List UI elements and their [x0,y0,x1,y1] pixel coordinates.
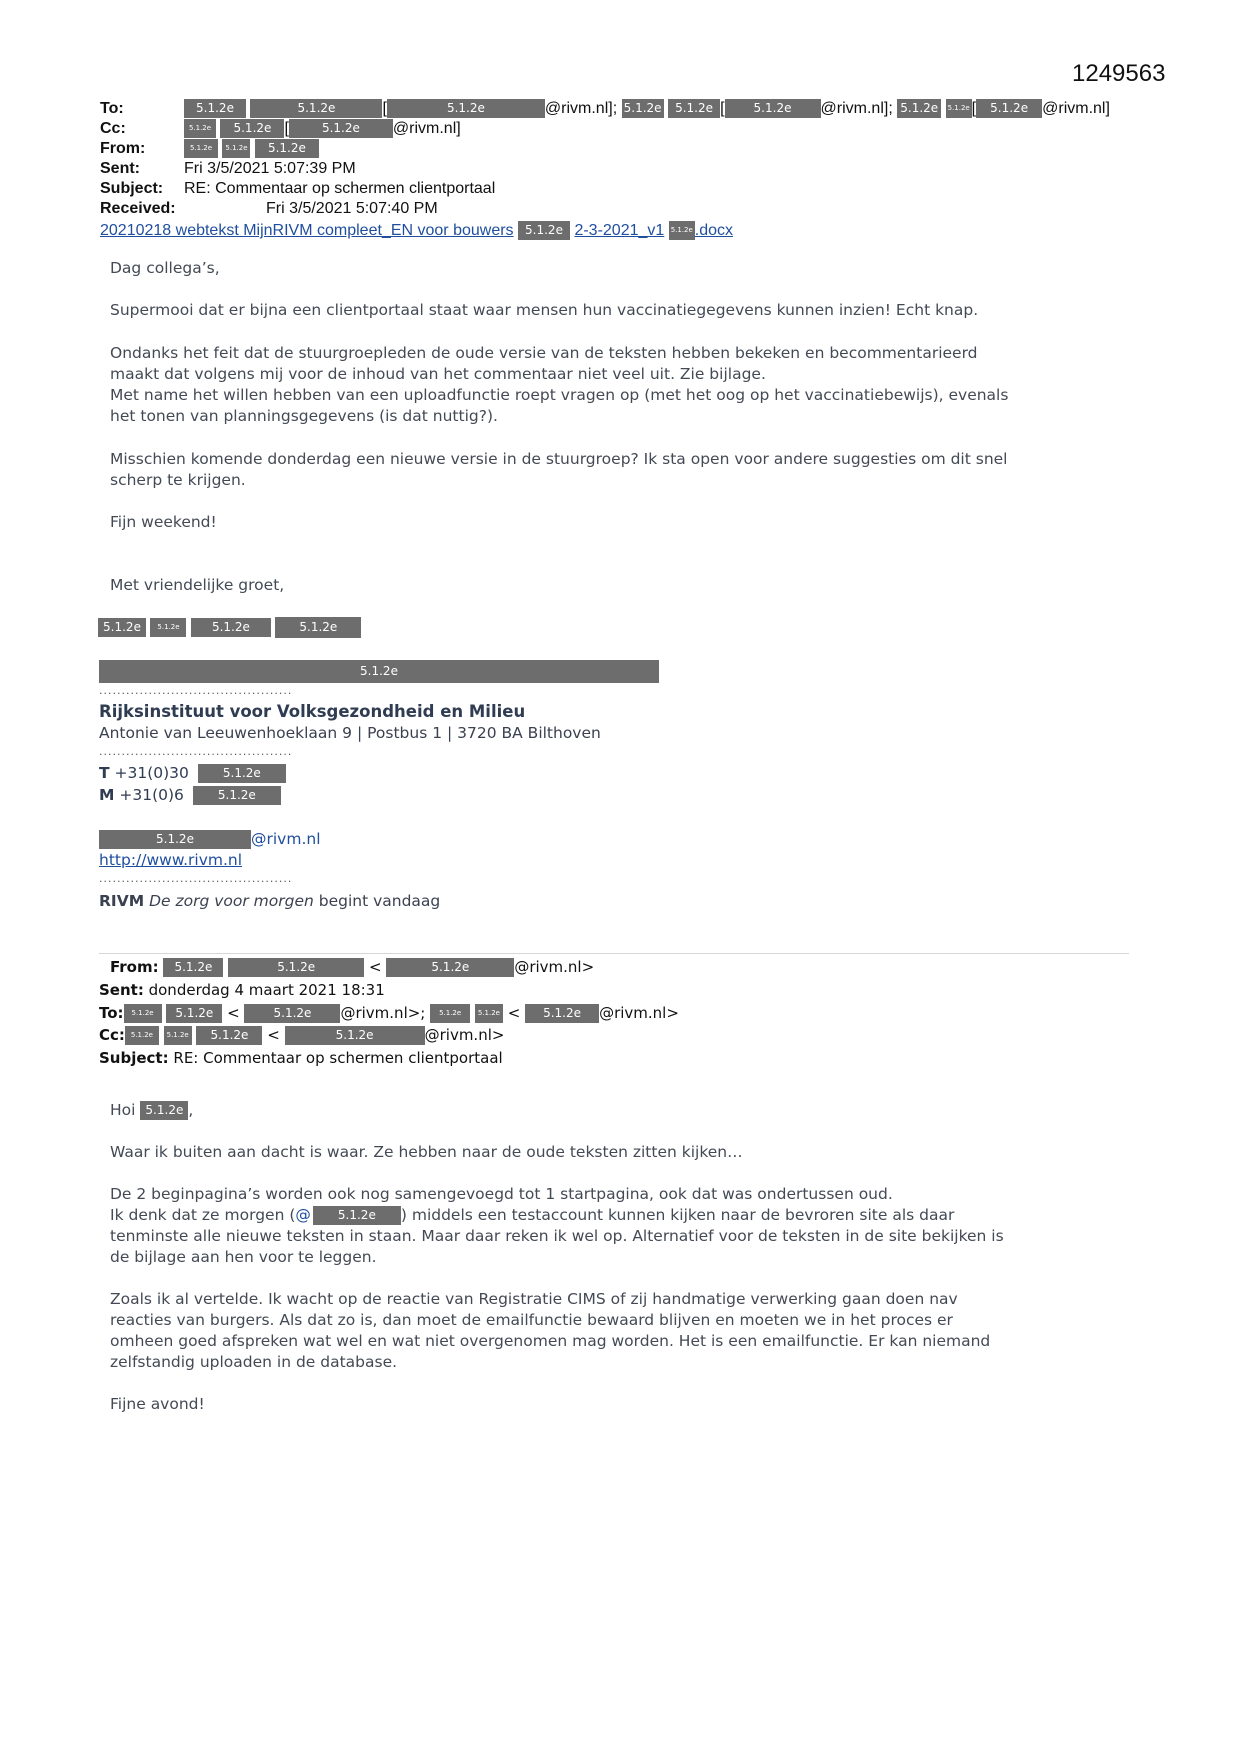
redaction: 5.1.2e [124,1004,162,1023]
sent-value: donderdag 4 maart 2021 18:31 [148,981,385,999]
message2-paragraph: omheen goed afspreken wat wel en wat niet overgenomen mag worden. Het is een emailfunctie. Er kan niemand [110,1332,991,1350]
signature-phone-t: T +31(0)30 5.1.2e [99,763,286,784]
redaction: 5.1.2e [196,1026,262,1045]
redaction: 5.1.2e [518,221,570,240]
header2-to-row: To: 5.1.2e 5.1.2e < 5.1.2e @rivm.nl>; 5.1.2e 5.1.2e < 5.1.2e @rivm.nl> [99,1004,679,1022]
message2-paragraph: tenminste alle nieuwe teksten in staan. Maar daar reken ik wel op. Alternatief voor de teksten in de site bekijken is [110,1227,1004,1245]
message1-paragraph: Misschien komende donderdag een nieuwe versie in de stuurgroep? Ik sta open voor andere suggesties om dit snel [110,450,1008,468]
header-cc-row: Cc: 5.1.2e 5.1.2e [ 5.1.2e @rivm.nl] [100,120,461,137]
redaction: 5.1.2e [976,99,1042,118]
message2-paragraph: de bijlage aan hen voor te leggen. [110,1248,377,1266]
message1-greeting: Dag collega’s, [110,259,220,277]
message1-paragraph: scherp te krijgen. [110,471,246,489]
redaction: 5.1.2e [193,786,281,805]
redaction: 5.1.2e [387,99,545,118]
signature-email[interactable] [99,829,321,850]
redaction: 5.1.2e [184,119,216,138]
subject-label: Subject: [100,180,164,197]
to-label: To: [100,100,124,117]
message2-paragraph: De 2 beginpagina’s worden ook nog samengevoegd tot 1 startpagina, ook dat was ondertussen oud. [110,1185,893,1203]
header-to-row: To: 5.1.2e 5.1.2e [ 5.1.2e @rivm.nl]; 5.1.2e 5.1.2e [ 5.1.2e @rivm.nl]; 5.1.2e 5.1.2e [ 5.1.2e @rivm.nl] [100,100,1110,117]
attachment-link[interactable] [100,221,733,241]
redaction: 5.1.2e [164,1026,192,1045]
redaction: 5.1.2e [99,660,659,683]
redaction: 5.1.2e [99,830,251,849]
redaction: 5.1.2e [475,1004,503,1023]
received-label: Received: [100,200,176,217]
redaction: 5.1.2e [313,1206,401,1225]
message2-paragraph: zelfstandig uploaden in de database. [110,1353,398,1371]
signature-title-redaction [99,660,659,683]
message2-paragraph: Fijne avond! [110,1395,205,1413]
message1-paragraph: Met name het willen hebben van een uploadfunctie roept vragen op (met het oog op het vaccinatiebewijs), evenals [110,386,1009,404]
signature-website[interactable] [99,850,242,871]
redaction: 5.1.2e [222,139,250,158]
redaction: 5.1.2e [285,1026,425,1045]
signature-email-suffix[interactable]: @rivm.nl [251,830,321,848]
signature-org: Rijksinstituut voor Volksgezondheid en Milieu [99,702,526,721]
redaction: 5.1.2e [669,221,695,240]
sent-label: Sent: [99,981,144,999]
from-label: From: [110,958,159,976]
redaction: 5.1.2e [946,99,972,118]
signature-divider: ........................................... [99,872,293,885]
to-label: To: [99,1004,124,1022]
message2-paragraph: Ik denk dat ze morgen (@ 5.1.2e ) middels een testaccount kunnen kijken naar de bevroren site als daar [110,1206,955,1224]
message1-paragraph: maakt dat volgens mij voor de inhoud van het commentaar niet veel uit. Zie bijlage. [110,365,766,383]
message1-paragraph: Fijn weekend! [110,513,217,531]
sent-value: Fri 3/5/2021 5:07:39 PM [184,160,356,177]
message2-paragraph: Waar ik buiten aan dacht is waar. Ze hebben naar de oude teksten zitten kijken… [110,1143,743,1161]
redaction: 5.1.2e [255,139,319,158]
message2-paragraph: Zoals ik al vertelde. Ik wacht op de reactie van Registratie CIMS of zij handmatige verwerking gaan doen nav [110,1290,958,1308]
website-link[interactable]: http://www.rivm.nl [99,851,243,869]
redaction: 5.1.2e [622,99,664,118]
redaction: 5.1.2e [150,618,186,637]
attachment-name-part1[interactable]: 20210218 webtekst MijnRIVM compleet_EN voor bouwers [100,222,514,239]
header2-subject-row [99,1048,503,1069]
cc-label: Cc: [100,120,126,137]
message1-paragraph: Ondanks het feit dat de stuurgroepleden de oude versie van de teksten hebben bekeken en becommentarieerd [110,344,978,362]
received-value: Fri 3/5/2021 5:07:40 PM [266,200,438,217]
redaction: 5.1.2e [198,764,286,783]
redaction: 5.1.2e [289,119,393,138]
email-suffix: @rivm.nl]; [820,100,893,117]
header-sent-row [100,159,356,179]
redaction: 5.1.2e [220,119,284,138]
header2-from-row: From: 5.1.2e 5.1.2e < 5.1.2e @rivm.nl> [110,958,595,976]
redaction: 5.1.2e [184,99,246,118]
signature-address: Antonie van Leeuwenhoeklaan 9 | Postbus 1 | 3720 BA Bilthoven [99,724,601,742]
subject-label: Subject: [99,1049,169,1067]
redaction: 5.1.2e [163,958,223,977]
redaction: 5.1.2e [725,99,821,118]
redaction: 5.1.2e [250,99,382,118]
header2-sent-row [99,980,385,1001]
redaction: 5.1.2e [244,1004,340,1023]
redaction: 5.1.2e [98,618,146,637]
redaction: 5.1.2e [191,618,271,637]
header-from-row [100,139,319,159]
header2-cc-row: Cc: 5.1.2e 5.1.2e 5.1.2e < 5.1.2e @rivm.nl> [99,1026,505,1044]
email-suffix: @rivm.nl]; [544,100,618,117]
attachment-name-part2[interactable]: 2-3-2021_v1 [574,222,665,239]
redaction: 5.1.2e [525,1004,599,1023]
message-separator [99,953,1129,954]
redaction: 5.1.2e [897,99,941,118]
redaction: 5.1.2e [125,1026,159,1045]
redaction: 5.1.2e [386,958,514,977]
attachment-name-part3[interactable]: .docx [694,222,733,239]
subject-value: RE: Commentaar op schermen clientportaal [173,1049,503,1067]
redaction: 5.1.2e [668,99,720,118]
subject-value: RE: Commentaar op schermen clientportaal [184,180,496,197]
message1-paragraph: het tonen van planningsgegevens (is dat nuttig?). [110,407,498,425]
document-number: 1249563 [1072,60,1166,87]
signature-slogan: RIVM De zorg voor morgen begint vandaag [99,892,441,910]
redaction: 5.1.2e [166,1004,222,1023]
signature-phone-m: M +31(0)6 5.1.2e [99,785,281,806]
signature-divider: ........................................... [99,745,293,758]
signature-name-redactions [98,617,361,638]
redaction: 5.1.2e [275,617,361,638]
email-suffix: @rivm.nl] [1042,100,1110,117]
cc-label: Cc: [99,1026,125,1044]
message1-paragraph: Supermooi dat er bijna een clientportaal staat waar mensen hun vaccinatiegegevens kunnen inzien! Echt knap. [110,301,979,319]
message1-closing: Met vriendelijke groet, [110,576,285,594]
signature-divider: ........................................... [99,684,293,697]
from-label: From: [100,140,146,157]
redaction: 5.1.2e [430,1004,470,1023]
header-received-row [100,199,438,219]
redaction: 5.1.2e [228,958,364,977]
sent-label: Sent: [100,160,140,177]
email-suffix: @rivm.nl] [392,120,461,137]
header-subject-row [100,179,495,199]
redaction: 5.1.2e [140,1101,188,1120]
message2-paragraph: reacties van burgers. Als dat zo is, dan moet de emailfunctie bewaard blijven en moeten we in het proces er [110,1311,953,1329]
message2-greeting: Hoi 5.1.2e , [110,1101,194,1119]
redaction: 5.1.2e [184,139,218,158]
